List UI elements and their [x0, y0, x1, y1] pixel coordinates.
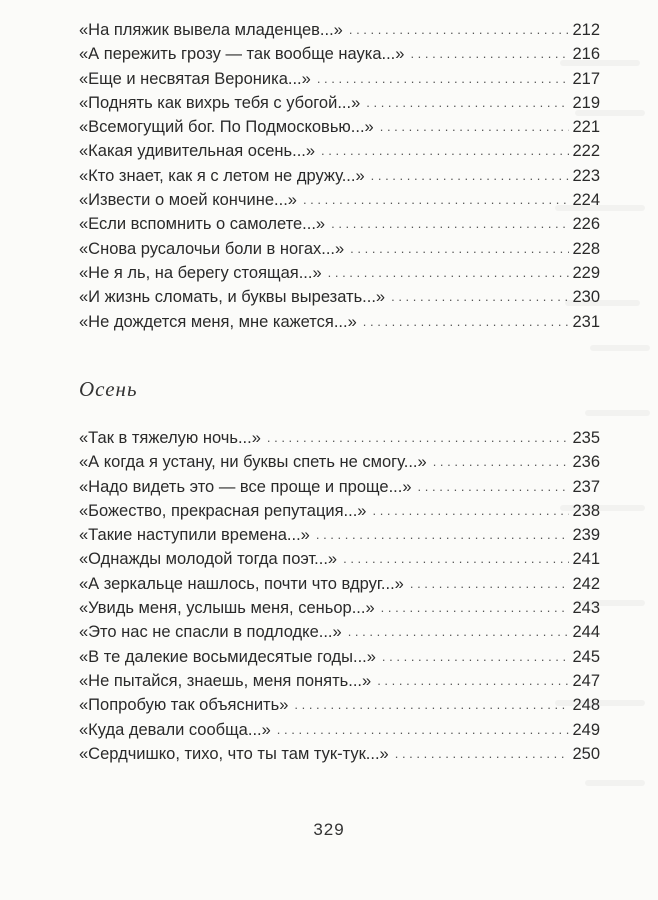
toc-entry: «Не дождется меня, мне кажется...» . . . 231 [79, 310, 600, 334]
page-number: 329 [313, 820, 345, 839]
toc-list-top [79, 18, 600, 334]
toc-entry: «Кто знает, как я с летом не дружу...» . . . 223 [79, 164, 600, 188]
toc-entry: «Сердчишко, тихо, что ты там тук-тук...» . . . 250 [79, 742, 600, 766]
toc-entry: «Это нас не спасли в подлодке...» . . . 244 [79, 620, 600, 644]
toc-entry: «Еще и несвятая Вероника...» . . . 217 [79, 67, 600, 91]
toc-entry: «А пережить грозу — так вообще наука...» . . . 216 [79, 42, 600, 66]
toc-entry: «Однажды молодой тогда поэт...» . . . 241 [79, 547, 600, 571]
toc-entry: «Извести о моей кончине...» . . . 224 [79, 188, 600, 212]
toc-entry: «Божество, прекрасная репутация...» . . . 238 [79, 499, 600, 523]
toc-entry: «На пляжик вывела младенцев...» . . . 212 [79, 18, 600, 42]
toc-entry: «А когда я устану, ни буквы спеть не смогу...» . . . 236 [79, 450, 600, 474]
toc-entry: «Увидь меня, услышь меня, сеньор...» . . . 243 [79, 596, 600, 620]
section-heading: Осень [79, 377, 138, 401]
toc-entry: «Куда девали сообща...» . . . 249 [79, 718, 600, 742]
toc-entry: «Попробую так объяснить» . . . 248 [79, 693, 600, 717]
toc-entry: «В те далекие восьмидесятые годы...» . . . 245 [79, 645, 600, 669]
toc-entry: «Какая удивительная осень...» . . . 222 [79, 139, 600, 163]
toc-entry: «Всемогущий бог. По Подмосковью...» . . . 221 [79, 115, 600, 139]
toc-entry: «И жизнь сломать, и буквы вырезать...» . . . 230 [79, 285, 600, 309]
toc-entry: «Если вспомнить о самолете...» . . . 226 [79, 212, 600, 236]
toc-entry: «Не я ль, на берегу стоящая...» . . . 229 [79, 261, 600, 285]
toc-entry: «Поднять как вихрь тебя с убогой...» . . . 219 [79, 91, 600, 115]
toc-entry: «Такие наступили времена...» . . . 239 [79, 523, 600, 547]
toc-entry: «А зеркальце нашлось, почти что вдруг...» . . . 242 [79, 572, 600, 596]
toc-entry: «Не пытайся, знаешь, меня понять...» . . . 247 [79, 669, 600, 693]
toc-entry: «Так в тяжелую ночь...» . . . 235 [79, 426, 600, 450]
toc-list-autumn [79, 426, 600, 766]
toc-entry: «Снова русалочьи боли в ногах...» . . . 228 [79, 237, 600, 261]
toc-entry: «Надо видеть это — все проще и проще...» . . . 237 [79, 475, 600, 499]
